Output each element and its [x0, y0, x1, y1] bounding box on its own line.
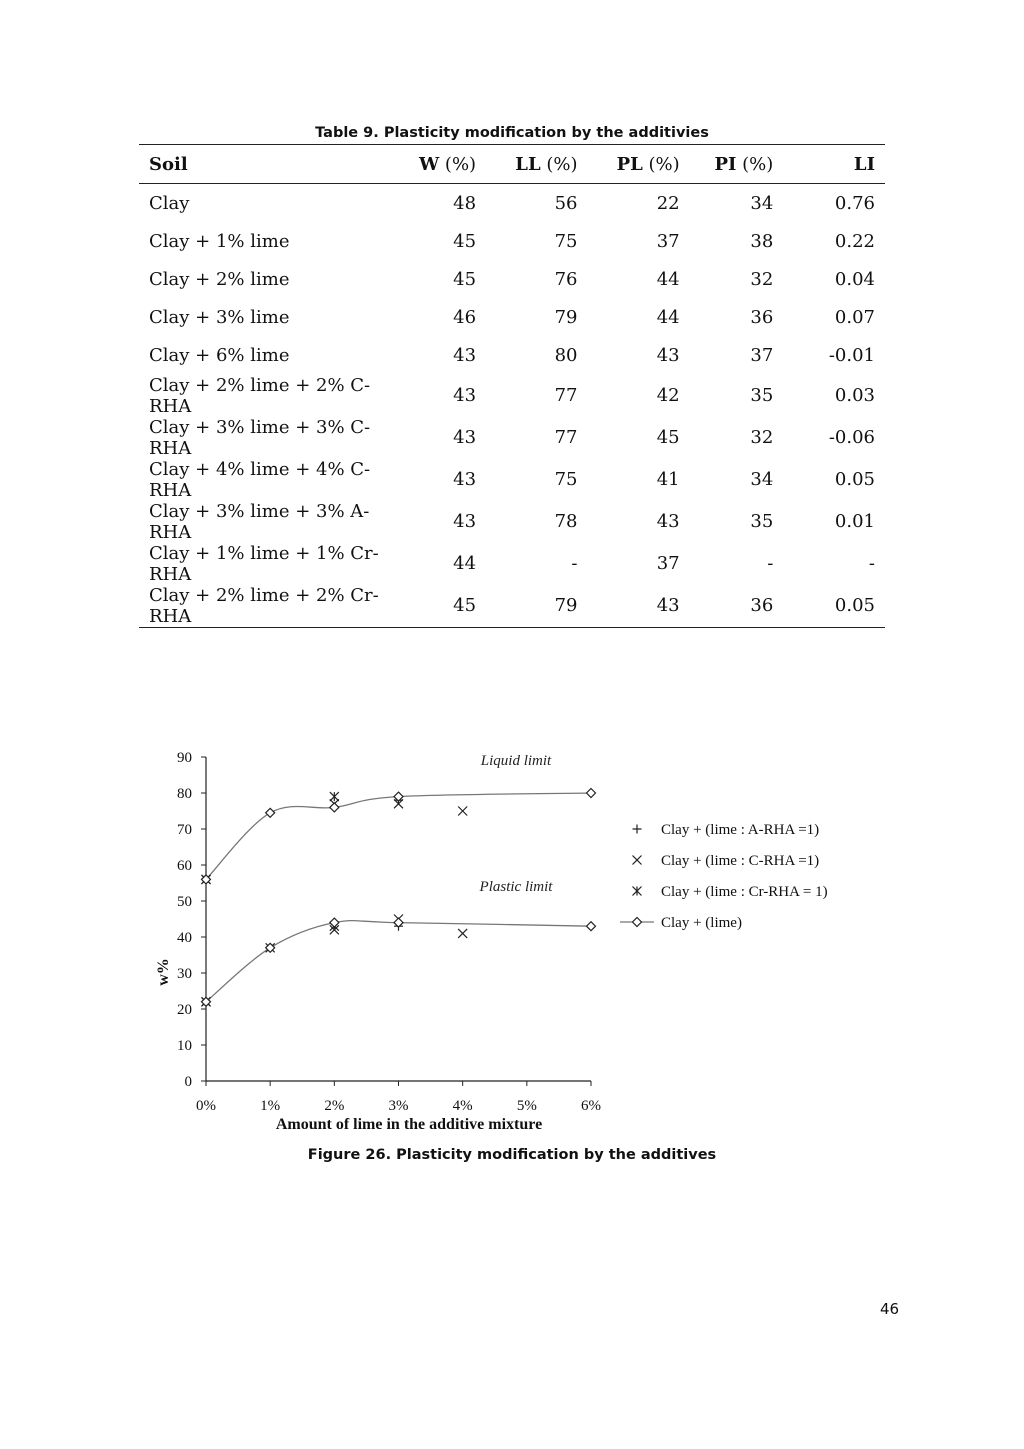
cell-li: 0.22 — [834, 230, 875, 252]
table-row — [139, 375, 885, 417]
legend-label: Clay + (lime : Cr-RHA = 1) — [661, 884, 828, 900]
table-row — [139, 337, 885, 375]
cell-soil: Clay + 6% lime — [149, 345, 290, 367]
cell-pi: 36 — [750, 307, 774, 329]
cell-soil: Clay + 4% lime + 4% C-RHA — [149, 458, 371, 501]
legend-label: Clay + (lime) — [661, 915, 742, 931]
y-tick-label: 70 — [177, 822, 192, 838]
cell-li: - — [868, 553, 875, 575]
chart-curves — [206, 793, 591, 1002]
header-li: LI — [783, 145, 885, 184]
cell-w: 43 — [453, 511, 477, 533]
y-tick-label: 60 — [177, 858, 192, 874]
cell-pl: 22 — [656, 192, 680, 214]
cell-pl: 41 — [656, 469, 680, 491]
table-row — [139, 417, 885, 459]
legend-label: Clay + (lime : C-RHA =1) — [661, 853, 820, 869]
cell-w: 45 — [453, 268, 477, 290]
legend-label: Clay + (lime : A-RHA =1) — [661, 822, 820, 838]
cell-soil: Clay + 3% lime + 3% C-RHA — [149, 416, 371, 459]
x-tick-label: 4% — [452, 1098, 473, 1114]
page-number: 46 — [880, 1300, 900, 1318]
table-row — [139, 260, 885, 298]
cell-soil: Clay + 2% lime + 2% Cr-RHA — [139, 585, 398, 628]
annotation-plastic-limit: Plastic limit — [479, 879, 553, 895]
data-point-diamond — [266, 808, 275, 817]
cell-soil: Clay + 3% lime + 3% A-RHA — [149, 500, 370, 543]
cell-li: -0.01 — [828, 345, 875, 367]
x-tick-label: 5% — [516, 1098, 537, 1114]
cell-w: 45 — [398, 585, 486, 628]
plasticity-chart — [150, 740, 890, 1140]
cell-pi: 38 — [750, 230, 774, 252]
annotation-liquid-limit: Liquid limit — [480, 753, 552, 769]
y-tick-label: 80 — [177, 786, 192, 802]
plasticity-table-container — [139, 144, 885, 628]
cell-ll: 56 — [554, 192, 578, 214]
table-row — [139, 459, 885, 501]
y-tick-label: 20 — [177, 1002, 192, 1018]
y-tick-label: 90 — [177, 750, 192, 766]
cell-w: 43 — [453, 469, 477, 491]
data-point-diamond — [330, 803, 339, 812]
x-tick-label: 0% — [196, 1098, 216, 1114]
cell-pl: 43 — [587, 585, 689, 628]
cell-w: 48 — [453, 192, 477, 214]
header-w: W (%) — [398, 145, 486, 184]
y-axis-label: w% — [155, 958, 172, 986]
cell-soil: Clay + 1% lime + 1% Cr-RHA — [149, 542, 379, 585]
cell-pi: 32 — [750, 268, 774, 290]
y-tick-label: 40 — [177, 930, 192, 946]
x-axis-label: Amount of lime in the additive mixture — [275, 1116, 543, 1133]
header-soil: Soil — [139, 145, 398, 184]
data-point-x — [458, 807, 467, 816]
y-tick-label: 50 — [177, 894, 192, 910]
legend-marker-plus — [633, 825, 642, 834]
x-tick-label: 2% — [324, 1098, 345, 1114]
cell-ll: 77 — [554, 427, 578, 449]
table-header-row — [139, 145, 885, 184]
cell-li: 0.76 — [834, 192, 875, 214]
cell-soil: Clay + 3% lime — [149, 307, 290, 329]
plasticity-table — [139, 144, 885, 628]
cell-pl: 44 — [656, 268, 680, 290]
cell-pl: 37 — [656, 553, 680, 575]
cell-pi: 36 — [690, 585, 784, 628]
cell-pl: 43 — [656, 345, 680, 367]
legend-marker-x — [633, 856, 642, 865]
lime-series-line — [206, 921, 591, 1002]
header-pl: PL (%) — [587, 145, 689, 184]
cell-pi: 35 — [750, 511, 774, 533]
cell-pl: 42 — [656, 385, 680, 407]
cell-ll: 79 — [554, 307, 578, 329]
cell-ll: 78 — [554, 511, 578, 533]
chart-axes — [177, 750, 601, 1114]
cell-pl: 43 — [656, 511, 680, 533]
cell-ll: 79 — [486, 585, 587, 628]
legend-marker-diamond — [633, 918, 642, 927]
data-point-diamond — [330, 918, 339, 927]
cell-li: 0.05 — [783, 585, 885, 628]
cell-pi: 34 — [750, 469, 774, 491]
header-ll: LL (%) — [486, 145, 587, 184]
x-tick-label: 1% — [260, 1098, 281, 1114]
y-tick-label: 0 — [184, 1074, 192, 1090]
cell-ll: 75 — [554, 469, 578, 491]
cell-pl: 45 — [656, 427, 680, 449]
cell-li: -0.06 — [828, 427, 875, 449]
table-row — [139, 222, 885, 260]
cell-w: 43 — [453, 345, 477, 367]
cell-w: 46 — [453, 307, 477, 329]
header-pi: PI (%) — [690, 145, 784, 184]
cell-ll: 77 — [554, 385, 578, 407]
cell-li: 0.01 — [834, 511, 875, 533]
y-tick-label: 30 — [177, 966, 192, 982]
cell-li: 0.04 — [834, 268, 875, 290]
cell-pi: 37 — [750, 345, 774, 367]
y-tick-label: 10 — [177, 1038, 192, 1054]
cell-ll: 80 — [554, 345, 578, 367]
cell-soil: Clay + 1% lime — [149, 230, 290, 252]
cell-soil: Clay + 2% lime + 2% C-RHA — [149, 374, 371, 417]
cell-w: 44 — [453, 553, 477, 575]
cell-w: 45 — [453, 230, 477, 252]
cell-pi: 32 — [750, 427, 774, 449]
table-row — [139, 585, 885, 628]
cell-li: 0.03 — [834, 385, 875, 407]
cell-ll: - — [571, 553, 578, 575]
table-row — [139, 543, 885, 585]
cell-ll: 76 — [554, 268, 578, 290]
figure-caption: Figure 26. Plasticity modification by the additives — [307, 1147, 717, 1163]
data-point-diamond — [587, 922, 596, 931]
table-row — [139, 184, 885, 223]
cell-li: 0.05 — [834, 469, 875, 491]
x-tick-label: 3% — [388, 1098, 409, 1114]
x-tick-label: 6% — [581, 1098, 601, 1114]
cell-soil: Clay + 2% lime — [149, 268, 290, 290]
table-row — [139, 501, 885, 543]
lime-series-line — [206, 793, 591, 879]
chart-legend — [620, 822, 828, 931]
chart-markers — [202, 789, 596, 1007]
legend-marker-star — [633, 887, 642, 896]
data-point-x — [458, 929, 467, 938]
cell-pi: - — [767, 553, 774, 575]
data-point-star — [330, 792, 339, 801]
cell-w: 43 — [453, 427, 477, 449]
table-body — [139, 184, 885, 628]
cell-ll: 75 — [554, 230, 578, 252]
cell-pi: 35 — [750, 385, 774, 407]
cell-pl: 37 — [656, 230, 680, 252]
cell-soil: Clay — [149, 192, 190, 214]
cell-pi: 34 — [750, 192, 774, 214]
table-caption: Table 9. Plasticity modification by the additivies — [315, 125, 709, 141]
data-point-diamond — [587, 789, 596, 798]
table-row — [139, 299, 885, 337]
cell-w: 43 — [453, 385, 477, 407]
cell-pl: 44 — [656, 307, 680, 329]
cell-li: 0.07 — [834, 307, 875, 329]
